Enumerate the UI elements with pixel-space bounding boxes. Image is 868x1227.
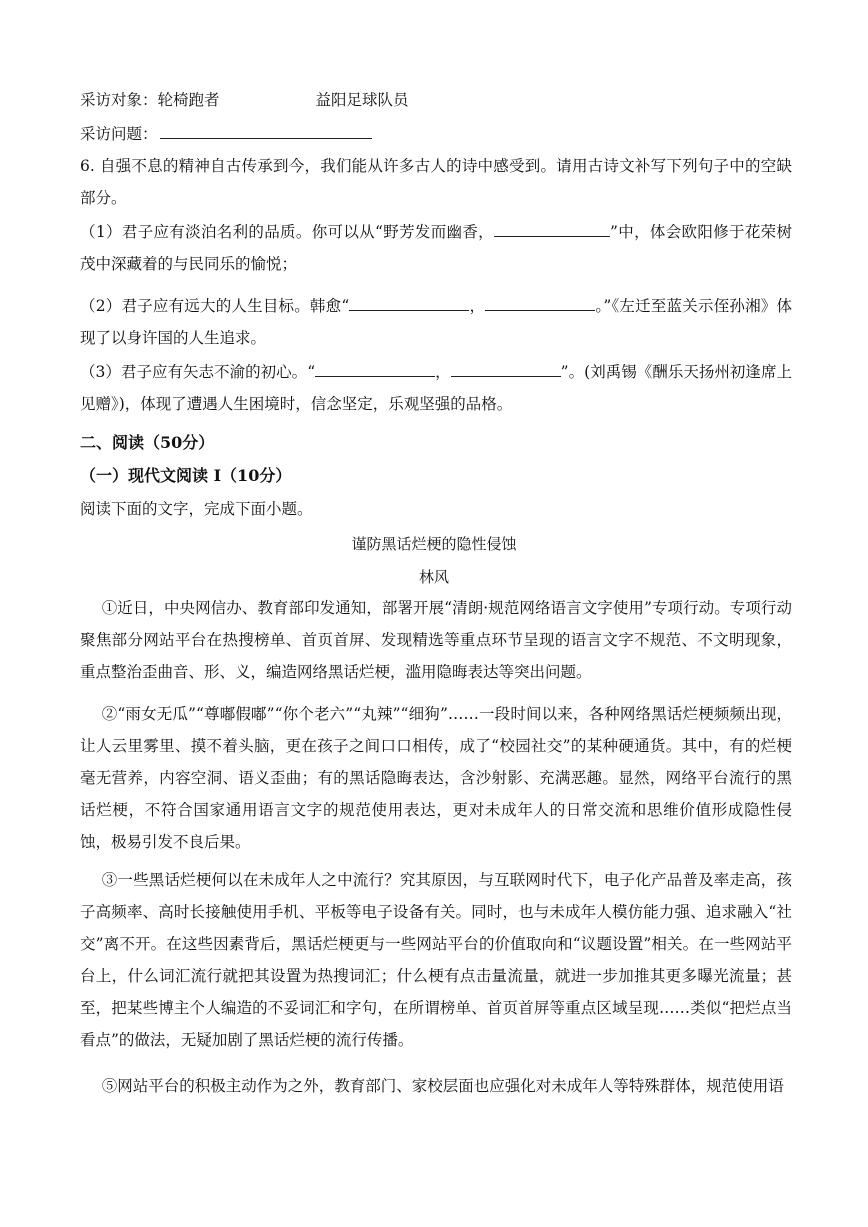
q6-item-1-text-a: （1）君子应有淡泊名利的品质。你可以从“野芳发而幽香， bbox=[80, 223, 495, 241]
q6-item-2-sep: ， bbox=[469, 297, 486, 315]
q6-item-1-blank[interactable] bbox=[494, 221, 610, 237]
section-subtitle: （一）现代文阅读 I（10分） bbox=[80, 466, 292, 485]
article-paragraph-2: ②“雨女无瓜”“尊嘟假嘟”“你个老六”“丸辣”“细狗”……一段时间以来，各种网络黑话烂梗频频出现，让人云里雾里、摸不着头脑，更在孩子之间口口相传，成了“校园社交”的某种硬通货。其中，有的烂梗毫无营养，内容空洞、语义歪曲；有的黑话隐晦表达，含沙射影、充满恶趣。显然，网络平台流行的黑话烂梗，不符合国家通用语言文字的规范使用表达，更对未成年人的日常交流和思维价值形成隐性侵蚀，极易引发不良后果。 bbox=[80, 705, 792, 851]
interview-object-second: 益阳足球队员 bbox=[315, 91, 409, 109]
article-paragraph-3: ③一些黑话烂梗何以在未成年人之中流行？究其原因，与互联网时代下，电子化产品普及率走高，孩子高频率、高时长接触使用手机、平板等电子设备有关。同时，也与未成年人模仿能力强、追求融入“社交”离不开。在这些因素背后，黑话烂梗更与一些网站平台的价值取向和“议题设置”相关。在一些网站平台上，什么词汇流行就把其设置为热搜词汇；什么梗有点击量流量，就进一步加推其更多曝光流量；甚至，把某些博主个人编造的不妥词汇和字句，在所谓榜单、首页首屏等重点区域呈现……类似“把烂点当看点”的做法，无疑加剧了黑话烂梗的流行传播。 bbox=[80, 871, 792, 1049]
q6-intro: 6. 自强不息的精神自古传承到今，我们能从许多古人的诗中感受到。请用古诗文补写下列句子中的空缺部分。 bbox=[80, 157, 792, 207]
article-paragraph-4: ⑤网站平台的积极主动作为之外，教育部门、家校层面也应强化对未成年人等特殊群体，规范使用语 bbox=[101, 1077, 784, 1095]
interview-question-blank[interactable] bbox=[160, 122, 372, 139]
interview-question-label: 采访问题： bbox=[80, 125, 158, 143]
article-paragraph-1: ①近日，中央网信办、教育部印发通知，部署开展“清朗·规范网络语言文字使用”专项行动。专项行动聚焦部分网站平台在热搜榜单、首页首屏、发现精选等重点环节呈现的语言文字不规范、不文明现象，重点整治歪曲音、形、义，编造网络黑话烂梗，滥用隐晦表达等突出问题。 bbox=[80, 599, 792, 681]
q6-item-3-blank-2[interactable] bbox=[451, 361, 561, 377]
q6-item-2 bbox=[80, 290, 792, 354]
interview-object-label: 采访对象：轮椅跑者 bbox=[80, 91, 220, 109]
q6-item-3-text-a: （3）君子应有矢志不渝的初心。“ bbox=[80, 363, 316, 381]
q6-item-2-blank-1[interactable] bbox=[349, 295, 469, 311]
q6-item-2-blank-2[interactable] bbox=[485, 295, 595, 311]
article-author: 林风 bbox=[418, 568, 449, 586]
q6-item-3-sep: ， bbox=[435, 363, 451, 381]
interview-object-line bbox=[80, 88, 409, 110]
q6-item-2-text-a: （2）君子应有远大的人生目标。韩愈“ bbox=[80, 297, 350, 315]
q6-item-1 bbox=[80, 216, 792, 280]
q6-item-2-text-b: 。”《左迁至蓝关示侄孙湘》体现了以身许国的人生追求。 bbox=[80, 297, 792, 347]
q6-item-3-blank-1[interactable] bbox=[315, 361, 435, 377]
interview-question-line bbox=[80, 122, 372, 144]
section-instruction: 阅读下面的文字，完成下面小题。 bbox=[80, 500, 313, 518]
q6-item-3 bbox=[80, 356, 792, 420]
q6-item-1-text-b: ”中，体会欧阳修于花荣树茂中深藏着的与民同乐的愉悦； bbox=[80, 223, 792, 273]
q6-item-3-text-b: ”。(刘禹锡《酬乐天扬州初逢席上见赠》)，体现了遭遇人生困境时，信念坚定，乐观坚强的品格。 bbox=[80, 363, 792, 413]
section-title: 二、阅读（50分） bbox=[80, 433, 215, 452]
article-title: 谨防黑话烂梗的隐性侵蚀 bbox=[351, 535, 517, 553]
